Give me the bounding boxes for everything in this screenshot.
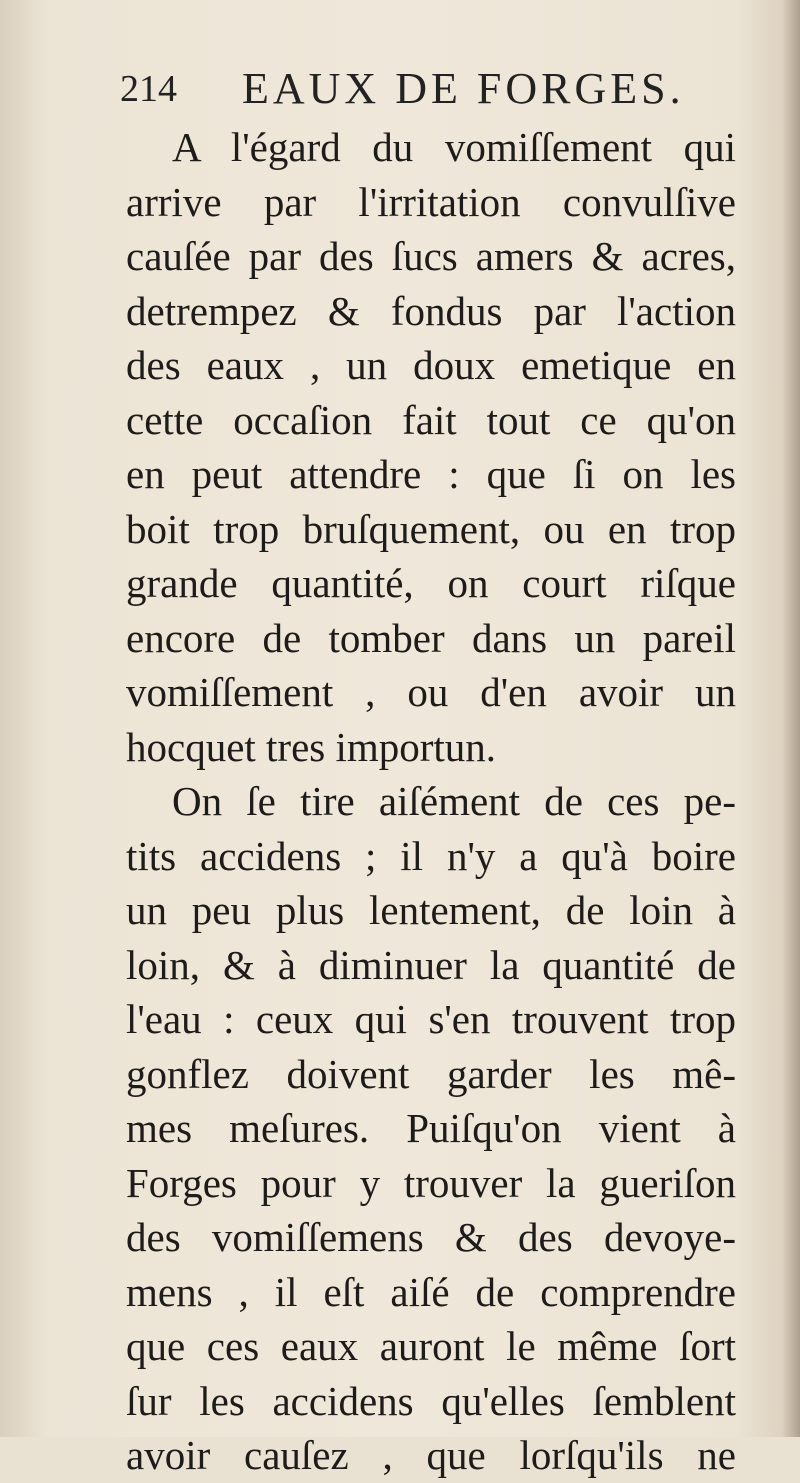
body-text [126, 120, 736, 1483]
text-line: grande quantité, on court riſque [126, 560, 736, 606]
text-line: gonflez doivent garder les mê- [126, 1050, 736, 1097]
text-line: avoir cauſez , que lorſqu'ils ne [126, 1432, 736, 1478]
text-line: encore de tomber dans un pareil [126, 614, 736, 661]
text-line: loin, & à diminuer la quantité de [126, 941, 736, 988]
text-line: boit trop bruſquement, ou en trop [126, 505, 736, 552]
page-number: 214 [120, 68, 177, 110]
text-line: arrive par l'irritation convulſive [126, 178, 736, 225]
text-line: A l'égard du vomiſſement qui [172, 124, 736, 170]
text-line: ſur les accidens qu'elles ſemblent [126, 1377, 736, 1424]
text-line: Forges pour y trouver la gueriſon [126, 1159, 736, 1206]
text-line: que ces eaux auront le même ſort [126, 1323, 736, 1369]
text-line: mes meſures. Puiſqu'on vient à [126, 1105, 736, 1151]
text-line: cette occaſion fait tout ce qu'on [126, 396, 736, 443]
text-line: en peut attendre : que ſi on les [126, 451, 736, 497]
text-line: hocquet tres importun. [126, 723, 497, 770]
text-line: des eaux , un doux emetique en [126, 342, 736, 388]
text-line: On ſe tire aiſément de ces pe- [172, 778, 736, 824]
running-title: EAUX DE FORGES. [242, 64, 685, 113]
text-line: detrempez & fondus par l'action [126, 287, 736, 334]
text-line: vomiſſement , ou d'en avoir un [126, 669, 736, 715]
text-line: mens , il eſt aiſé de comprendre [126, 1268, 736, 1315]
page-header [120, 64, 740, 124]
page-edge-shadow [782, 0, 800, 1437]
text-line: cauſée par des ſucs amers & acres, [126, 233, 736, 279]
text-line: un peu plus lentement, de loin à [126, 887, 736, 933]
text-line: tits accidens ; il n'y a qu'à boire [126, 832, 736, 879]
text-line: des vomiſſemens & des devoye- [126, 1214, 736, 1260]
text-line: l'eau : ceux qui s'en trouvent trop [126, 996, 736, 1042]
